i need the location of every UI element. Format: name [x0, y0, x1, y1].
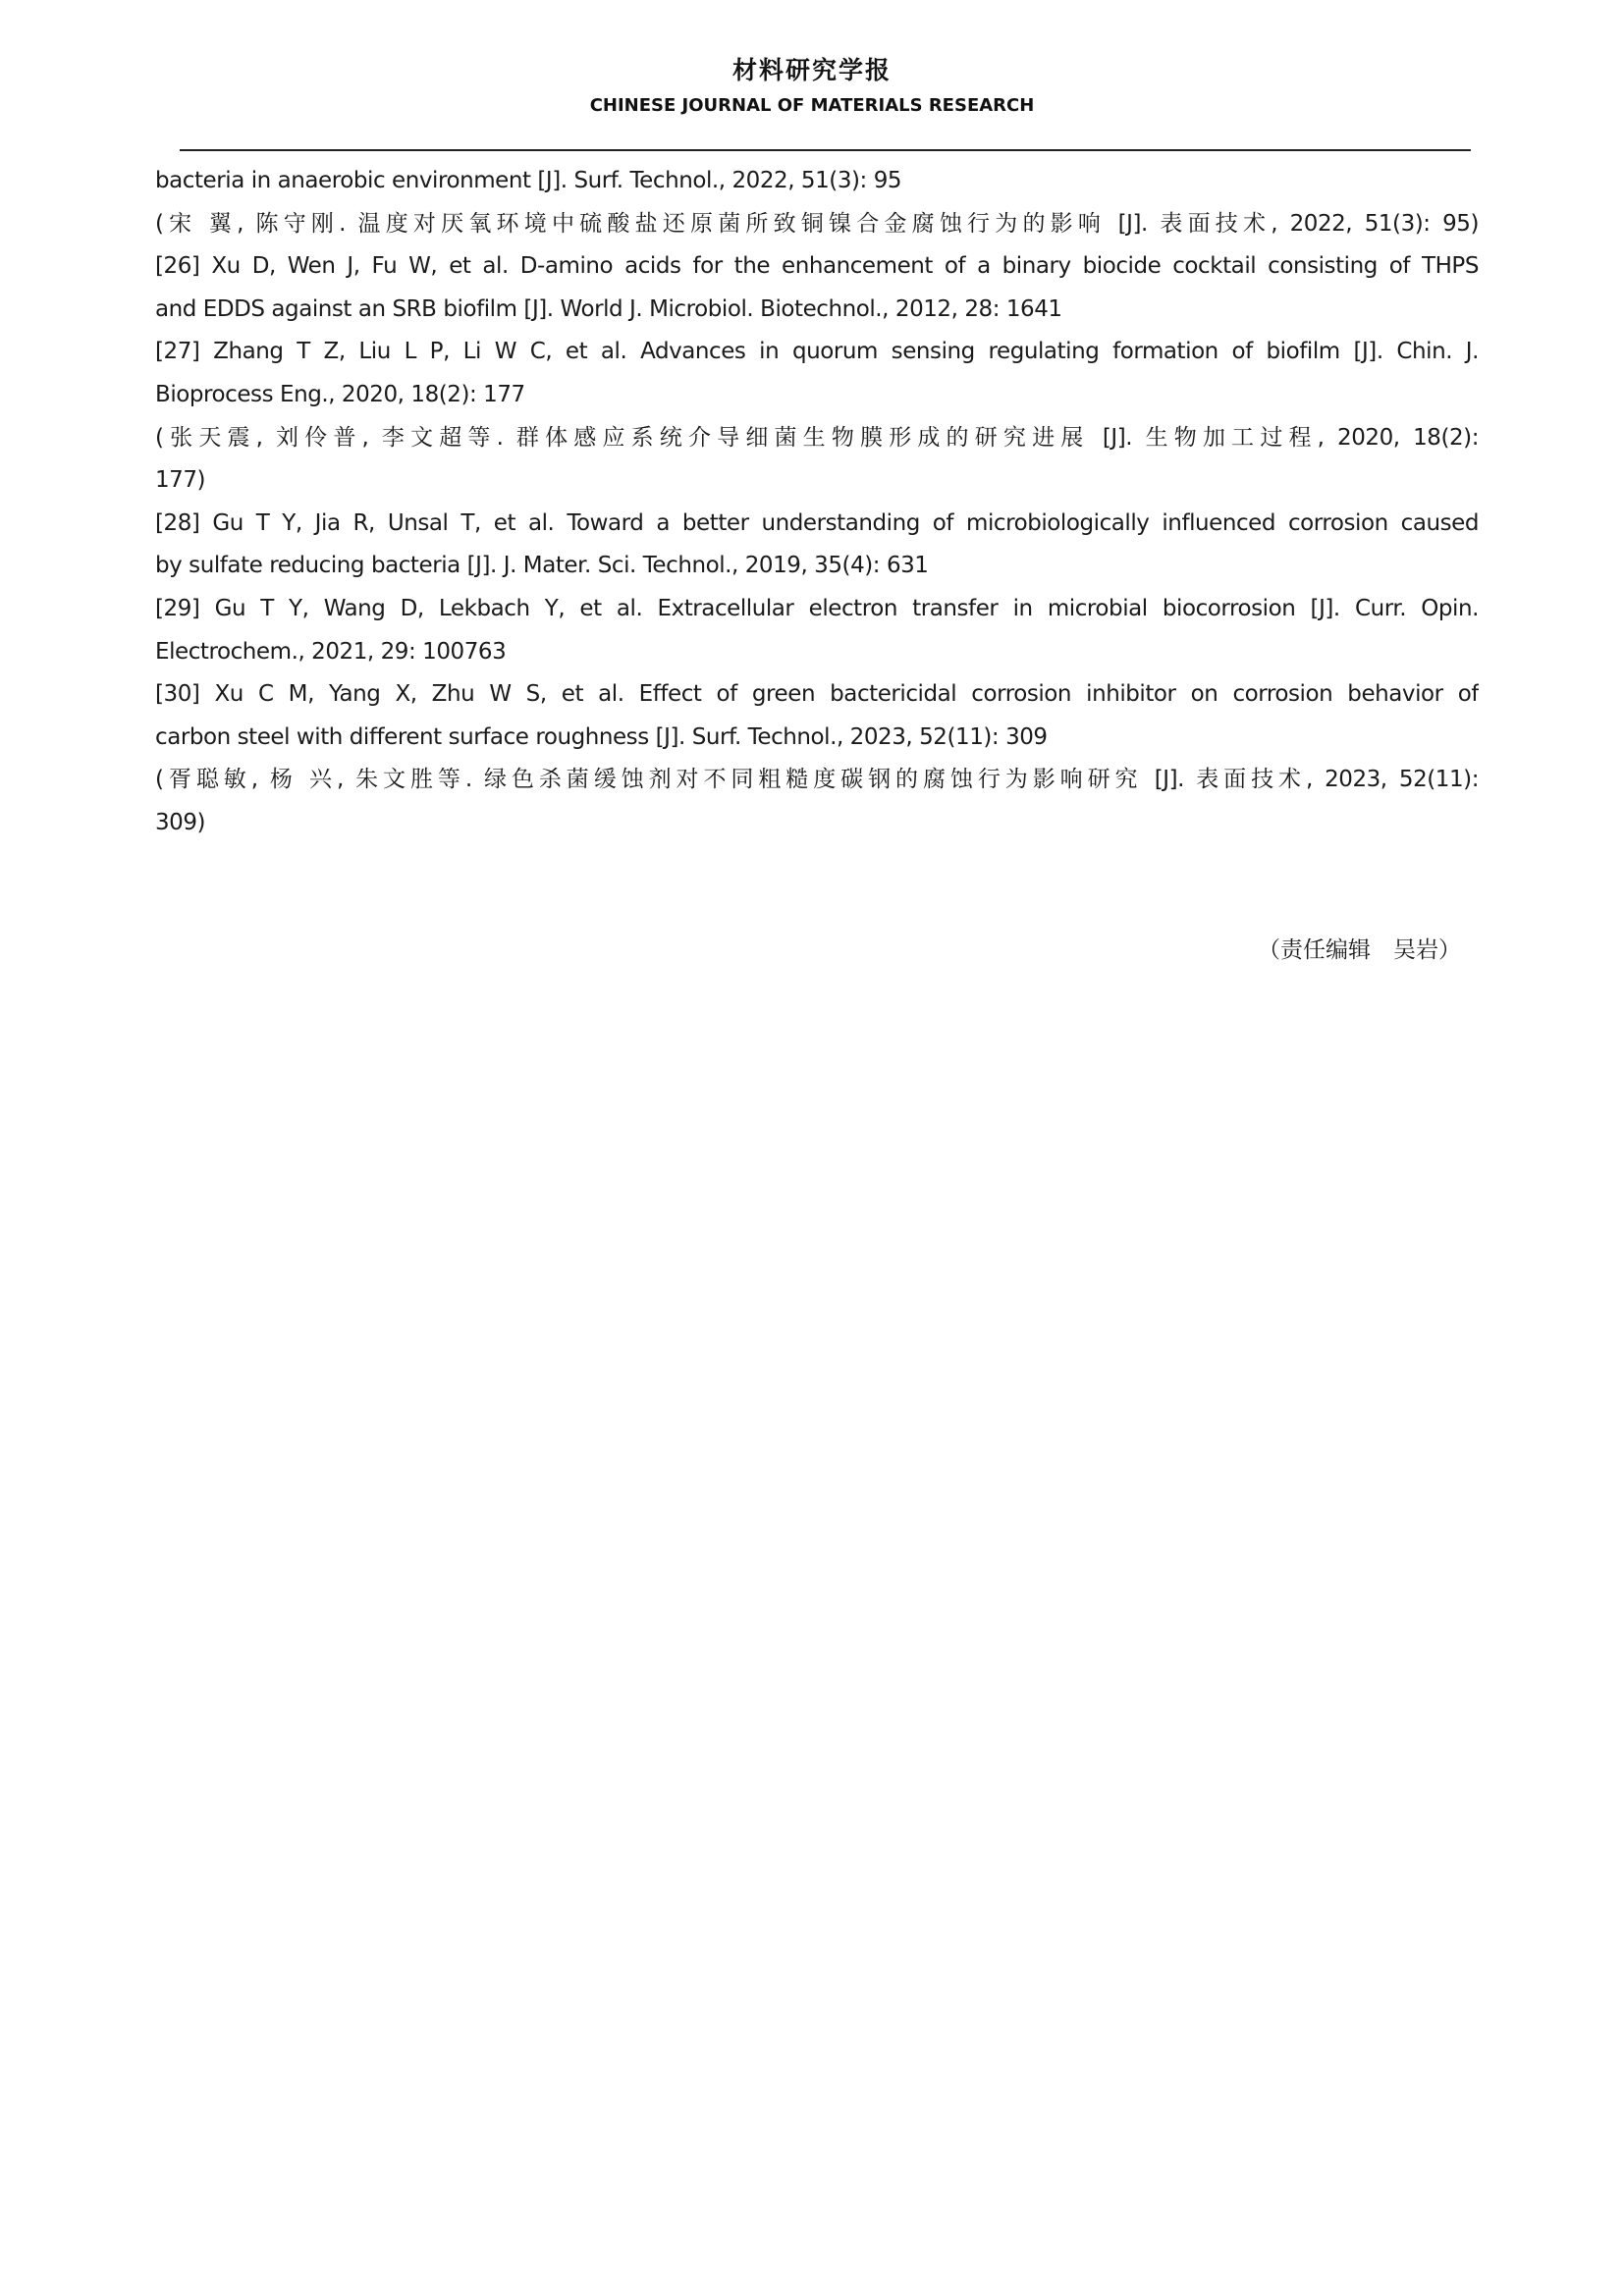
reference-line: Electrochem., 2021, 29: 100763	[155, 638, 507, 665]
reference-line: [30] Xu C M, Yang X, Zhu W S, et al. Effect of green bactericidal corrosion inhibitor on corrosion behavior of	[155, 681, 1479, 708]
reference-line: carbon steel with different surface roughness [J]. Surf. Technol., 2023, 52(11): 309	[155, 723, 1048, 750]
header-divider	[180, 149, 1471, 151]
reference-line: 177)	[155, 467, 206, 494]
reference-line: Bioprocess Eng., 2020, 18(2): 177	[155, 381, 525, 407]
journal-title-en: CHINESE JOURNAL OF MATERIALS RESEARCH	[589, 95, 1035, 116]
reference-line: bacteria in anaerobic environment [J]. Surf. Technol., 2022, 51(3): 95	[155, 168, 902, 193]
journal-title-cn: 材料研究学报	[731, 56, 892, 84]
reference-line: 309)	[155, 809, 206, 835]
reference-line: and EDDS against an SRB biofilm [J]. World J. Microbiol. Biotechnol., 2012, 28: 1641	[155, 295, 1062, 322]
reference-line: by sulfate reducing bacteria [J]. J. Mater. Sci. Technol., 2019, 35(4): 631	[155, 553, 929, 579]
journal-header	[0, 53, 1624, 120]
reference-line: [29] Gu T Y, Wang D, Lekbach Y, et al. Extracellular electron transfer in microbial biocorrosion [J]. Curr. Opin.	[155, 595, 1479, 621]
responsible-editor-note: （责任编辑 吴岩）	[1258, 937, 1461, 963]
reference-line: (张天震, 刘伶普, 李文超等. 群体感应系统介导细菌生物膜形成的研究进展 [J]. 生物加工过程, 2020, 18(2):	[155, 424, 1479, 451]
reference-line: [26] Xu D, Wen J, Fu W, et al. D-amino acids for the enhancement of a binary biocide cocktail consisting of THPS	[155, 253, 1479, 280]
reference-list	[155, 160, 1479, 845]
reference-line: [28] Gu T Y, Jia R, Unsal T, et al. Toward a better understanding of microbiologically influenced corrosion caused	[155, 509, 1479, 536]
reference-line: [27] Zhang T Z, Liu L P, Li W C, et al. Advances in quorum sensing regulating formation of biofilm [J]. Chin. J.	[155, 339, 1479, 365]
reference-line: (胥聪敏, 杨 兴, 朱文胜等. 绿色杀菌缓蚀剂对不同粗糙度碳钢的腐蚀行为影响研究 [J]. 表面技术, 2023, 52(11):	[155, 767, 1479, 793]
reference-line: (宋 翼, 陈守刚. 温度对厌氧环境中硫酸盐还原菌所致铜镍合金腐蚀行为的影响 [J]. 表面技术, 2022, 51(3): 95)	[155, 210, 1479, 237]
